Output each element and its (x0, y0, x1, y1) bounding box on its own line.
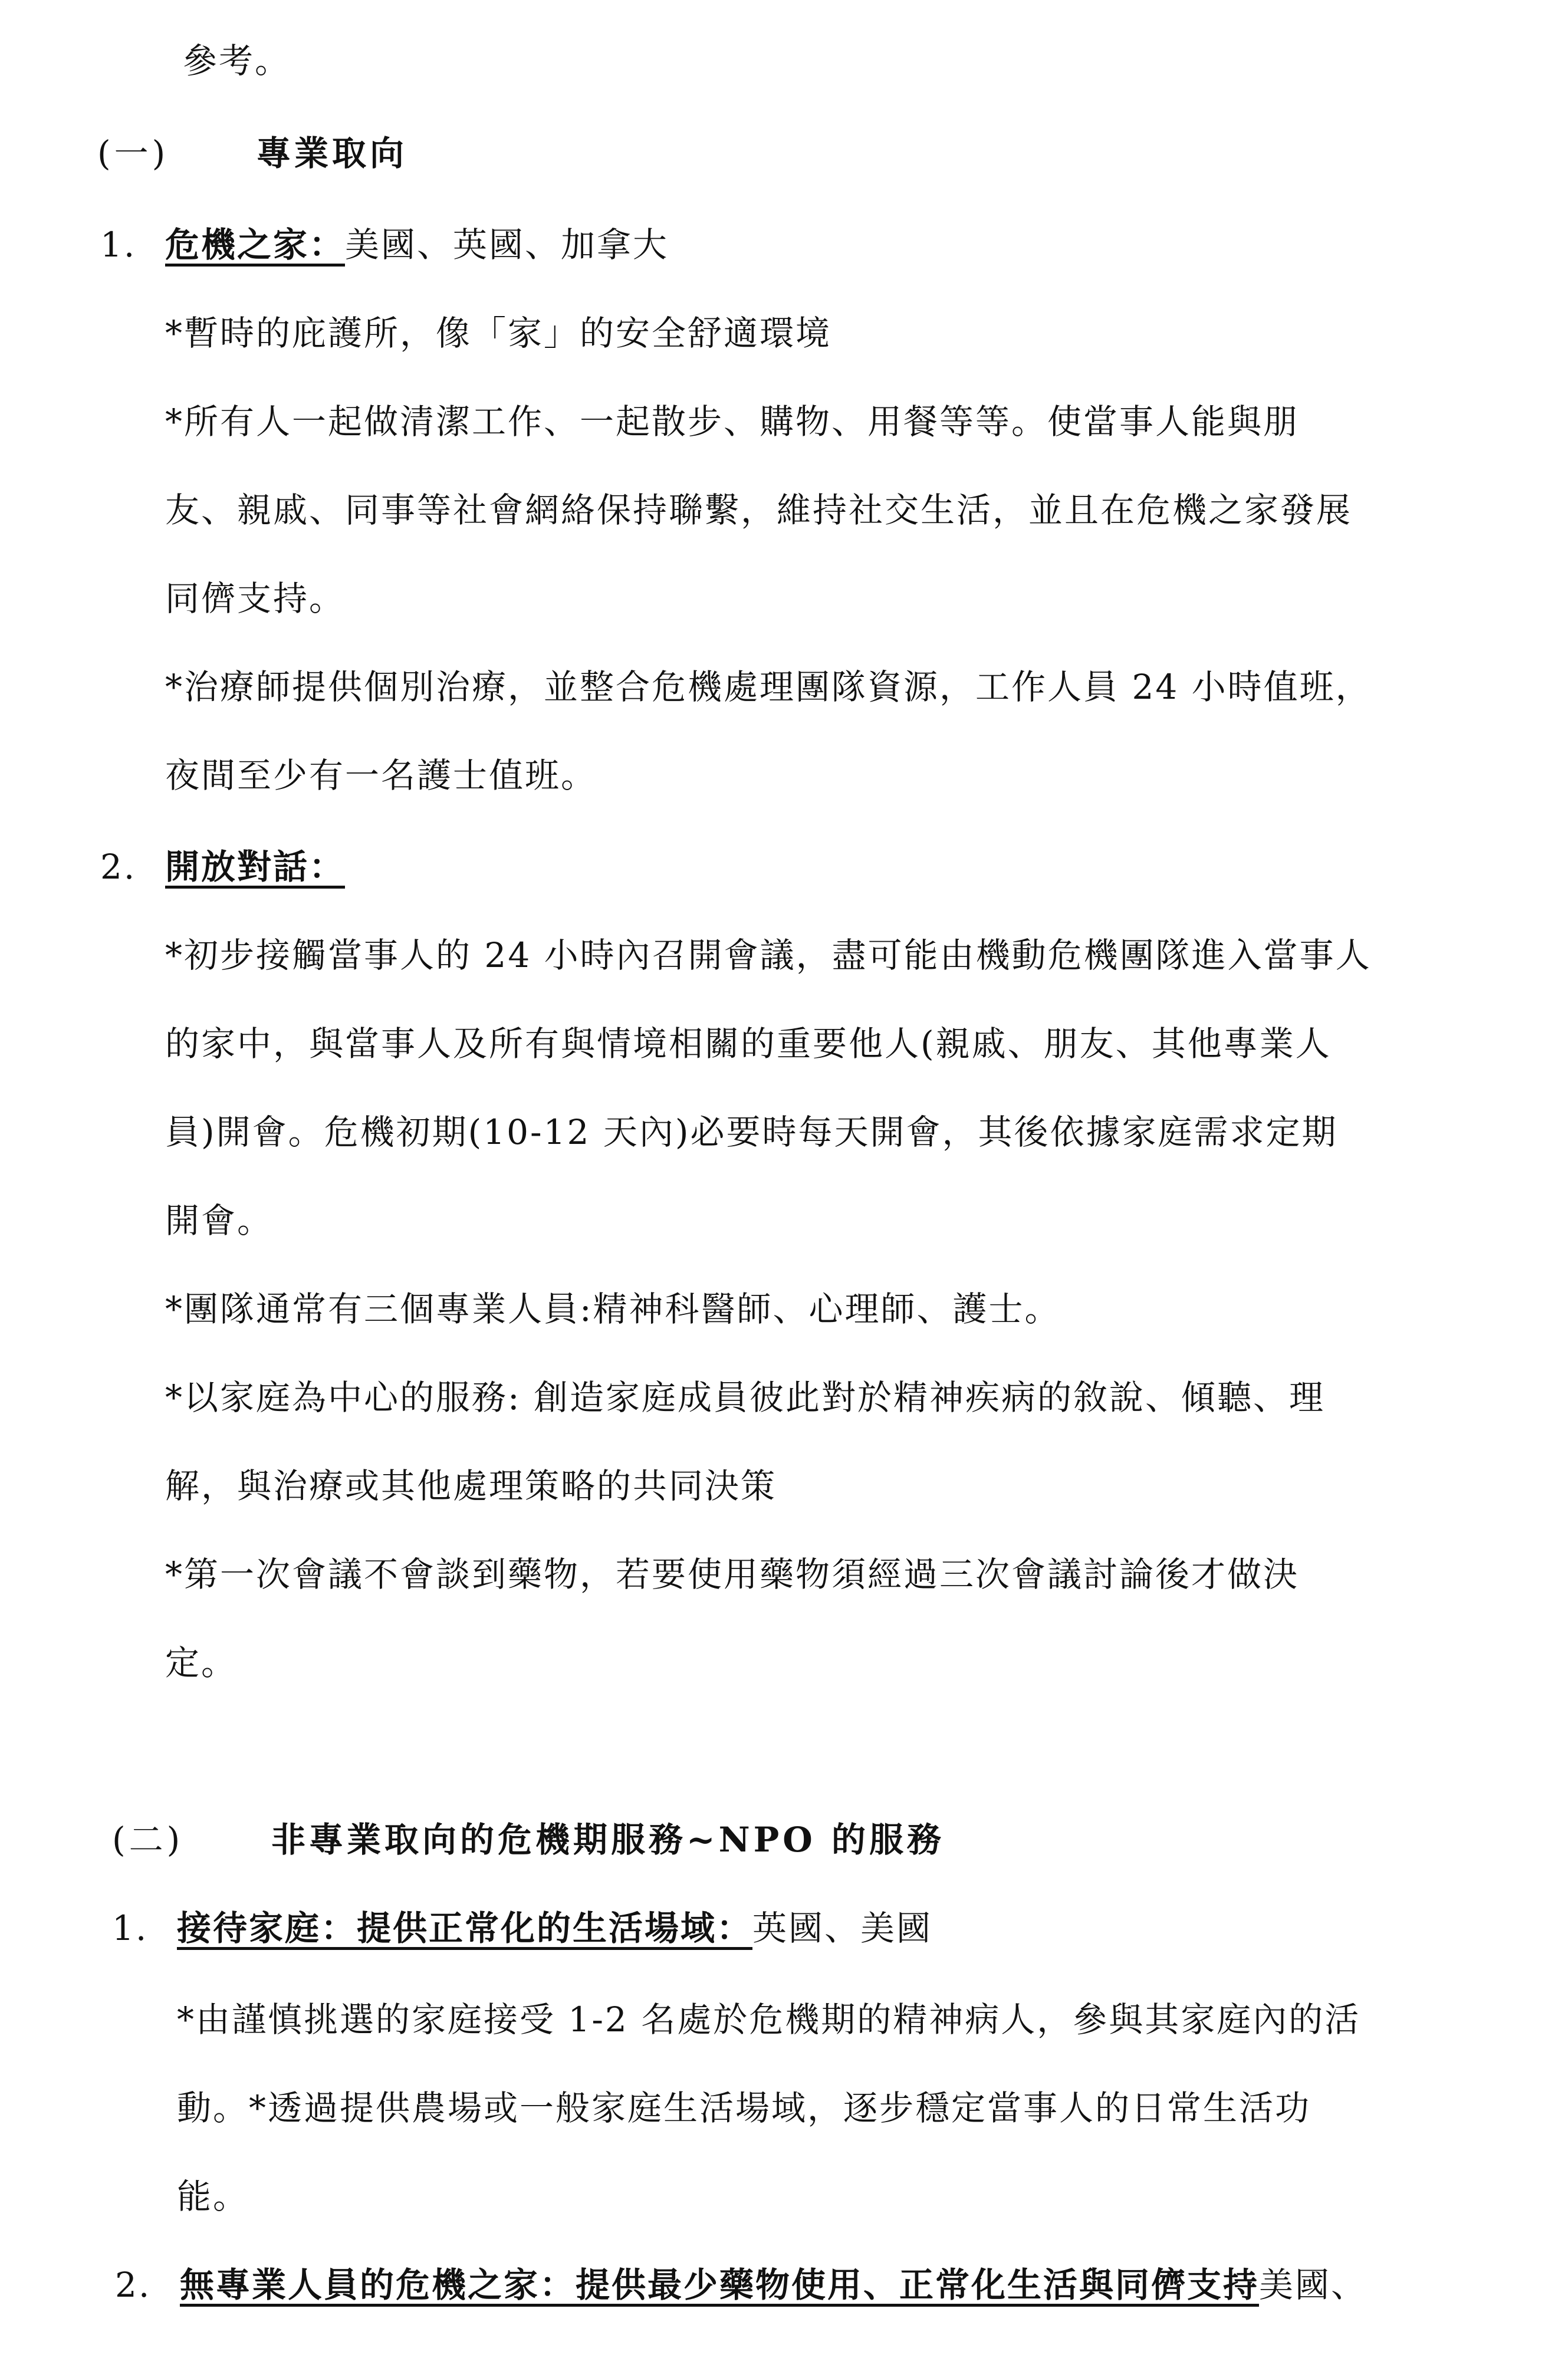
s1-item1-line-1: *暫時的庇護所，像「家」的安全舒適環境 (165, 313, 832, 353)
s2-item2-countries: 美國、 (1259, 2265, 1368, 2305)
s1-item2-line-3: 員)開會。危機初期(10-12 天內)必要時每天開會，其後依據家庭需求定期 (165, 1112, 1338, 1152)
s1-item2-line-8: *第一次會議不會談到藥物，若要使用藥物須經過三次會議討論後才做決 (165, 1554, 1300, 1594)
s1-item1-line-6: 夜間至少有一名護士值班。 (165, 755, 597, 795)
s2-item1-number: 1. (112, 1908, 149, 1948)
section1-label: (一) (97, 133, 169, 173)
section2-label: (二) (112, 1820, 184, 1860)
s2-item1-heading (112, 1908, 932, 1949)
s1-item2-line-4: 開會。 (165, 1201, 274, 1241)
s1-item2-line-9: 定。 (165, 1643, 238, 1683)
s2-item2-number: 2. (115, 2265, 152, 2305)
s1-item2-line-1: *初步接觸當事人的 24 小時內召開會議，盡可能由機動危機團隊進入當事人 (165, 935, 1372, 975)
s1-item2-line-6: *以家庭為中心的服務: 創造家庭成員彼此對於精神疾病的敘說、傾聽、理 (165, 1377, 1325, 1418)
s1-item1-heading (100, 224, 669, 265)
s2-item1-line-2: 動。*透過提供農場或一般家庭生活場域，逐步穩定當事人的日常生活功 (177, 2088, 1311, 2128)
section1-heading (97, 133, 407, 174)
section1-title: 專業取向 (257, 133, 408, 173)
s2-item1-line-1: *由謹慎挑選的家庭接受 1-2 名處於危機期的精神病人，參與其家庭內的活 (177, 1999, 1361, 2040)
s1-item1-title: 危機之家： (165, 225, 346, 265)
s1-item1-countries: 美國、英國、加拿大 (345, 225, 669, 265)
section2-heading (112, 1819, 945, 1860)
s1-item1-line-5: *治療師提供個別治療，並整合危機處理團隊資源，工作人員 24 小時值班， (165, 667, 1372, 707)
s2-item1-line-3: 能。 (177, 2176, 249, 2216)
s2-item2-heading (115, 2264, 1367, 2306)
s1-item2-line-7: 解，與治療或其他處理策略的共同決策 (165, 1466, 777, 1506)
intro-tail: 參考。 (183, 41, 291, 81)
s1-item1-line-2: *所有人一起做清潔工作、一起散步、購物、用餐等等。使當事人能與朋 (165, 402, 1300, 442)
s2-item2-title: 無專業人員的危機之家：提供最少藥物使用、正常化生活與同儕支持 (180, 2265, 1260, 2305)
section2-title: 非專業取向的危機期服務~NPO 的服務 (271, 1820, 945, 1860)
s1-item2-line-2: 的家中，與當事人及所有與情境相關的重要他人(親戚、朋友、其他專業人 (165, 1024, 1332, 1064)
s1-item1-line-3: 友、親戚、同事等社會網絡保持聯繫，維持社交生活，並且在危機之家發展 (165, 490, 1353, 530)
s1-item2-heading (100, 846, 345, 887)
s2-item1-title: 接待家庭：提供正常化的生活場域： (177, 1908, 753, 1948)
s1-item1-number: 1. (100, 225, 137, 265)
s1-item2-number: 2. (100, 847, 137, 887)
s1-item1-line-4: 同儕支持。 (165, 578, 346, 619)
s1-item2-line-5: *團隊通常有三個專業人員:精神科醫師、心理師、護士。 (165, 1289, 1061, 1329)
s1-item2-title: 開放對話： (165, 847, 346, 887)
s2-item1-countries: 英國、美國 (752, 1908, 933, 1948)
